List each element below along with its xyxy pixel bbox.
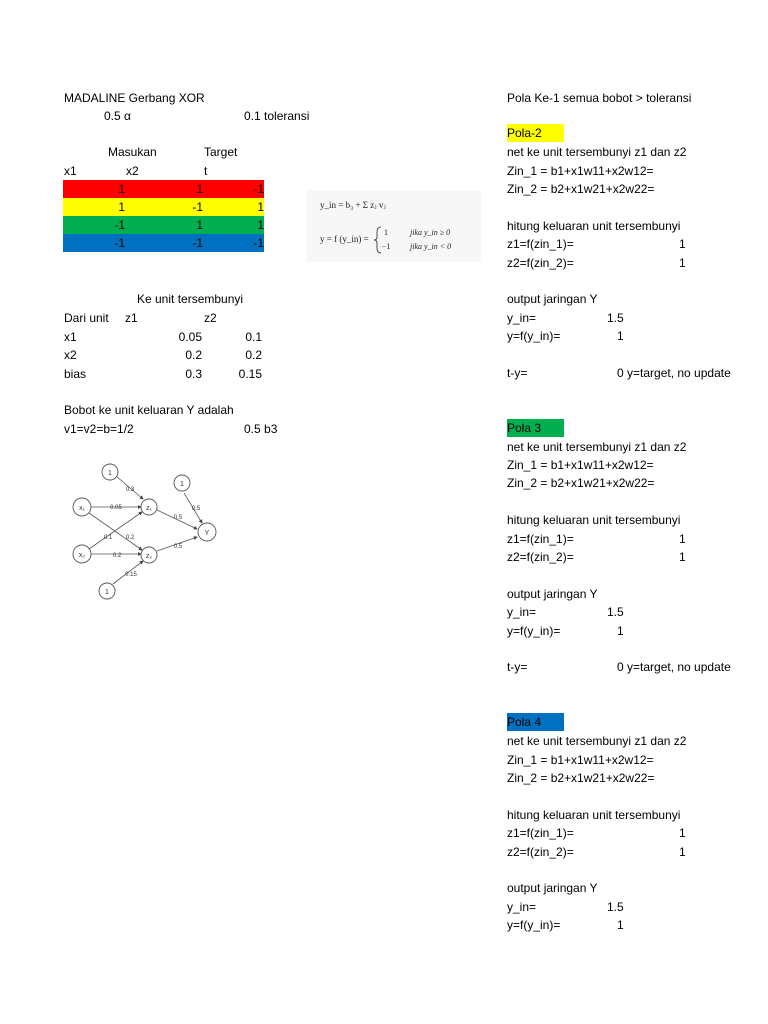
node-label: 1 bbox=[105, 589, 109, 596]
weight-row-name: x2 bbox=[64, 348, 77, 362]
edge-label: 0.2 bbox=[125, 535, 135, 541]
cell-x1: -1 bbox=[114, 236, 125, 250]
section-badge bbox=[507, 713, 564, 731]
edge-label: 0.5 bbox=[191, 506, 201, 512]
cell-t: 1 bbox=[257, 218, 264, 232]
edge-label: 0.5 bbox=[173, 544, 183, 550]
case2-val: −1 bbox=[382, 242, 391, 251]
weight-z2: 0.1 bbox=[245, 330, 262, 344]
weight-z1: 0.05 bbox=[178, 330, 202, 344]
hitung-line: hitung keluaran unit tersembunyi bbox=[507, 808, 681, 822]
z2f-value: 1 bbox=[679, 550, 686, 564]
node-label: z₂ bbox=[145, 553, 153, 560]
yf-line: y=f(y_in)= bbox=[507, 624, 561, 638]
weight-row-name: x1 bbox=[64, 330, 77, 344]
section-badge bbox=[507, 124, 564, 142]
right-column bbox=[507, 80, 731, 980]
formula-line1: y_in = b₃ + Σ zⱼ vⱼ bbox=[320, 200, 386, 210]
section-label: Pola-2 bbox=[507, 126, 542, 140]
cell-x2: -1 bbox=[192, 236, 203, 250]
output-line: output jaringan Y bbox=[507, 881, 598, 895]
dari-unit-label: Dari unit bbox=[64, 311, 109, 325]
cell-t: 1 bbox=[257, 200, 264, 214]
col-t: t bbox=[204, 164, 208, 178]
ty-value: 0 y=target, no update bbox=[617, 366, 731, 380]
edge-label: 0.05 bbox=[110, 505, 122, 511]
yin-value: 1.5 bbox=[607, 900, 624, 914]
z2-header: z2 bbox=[204, 311, 217, 325]
yin-line: y_in= bbox=[507, 605, 537, 619]
net-line: net ke unit tersembunyi z1 dan z2 bbox=[507, 145, 687, 159]
table-row bbox=[63, 234, 264, 252]
net-line: net ke unit tersembunyi z1 dan z2 bbox=[507, 734, 687, 748]
hitung-line: hitung keluaran unit tersembunyi bbox=[507, 219, 681, 233]
toleransi-value: 0.1 toleransi bbox=[244, 109, 310, 123]
zin1-line: Zin_1 = b1+x1w11+x2w12= bbox=[507, 458, 654, 472]
pola1-header: Pola Ke-1 semua bobot > toleransi bbox=[507, 91, 692, 105]
edge-label: 0.2 bbox=[112, 553, 122, 559]
z1f-value: 1 bbox=[679, 826, 686, 840]
node-label: Y bbox=[204, 530, 210, 537]
zin2-line: Zin_2 = b2+x1w21+x2w22= bbox=[507, 771, 655, 785]
yf-value: 1 bbox=[617, 624, 624, 638]
z2f-line: z2=f(zin_2)= bbox=[507, 550, 574, 564]
z1f-line: z1=f(zin_1)= bbox=[507, 237, 574, 251]
weight-z1: 0.3 bbox=[185, 367, 202, 381]
cell-x2: 1 bbox=[196, 182, 203, 196]
case1-cond: jika y_in ≥ 0 bbox=[410, 228, 451, 237]
case2-cond: jika y_in < 0 bbox=[410, 242, 452, 251]
yin-line: y_in= bbox=[507, 900, 537, 914]
z2f-value: 1 bbox=[679, 845, 686, 859]
ke-unit-header: Ke unit tersembunyi bbox=[137, 292, 244, 306]
formula-y-eq: y = f (y_in) = bbox=[320, 234, 369, 244]
net-line: net ke unit tersembunyi z1 dan z2 bbox=[507, 440, 687, 454]
z2f-line: z2=f(zin_2)= bbox=[507, 845, 574, 859]
node-label: x₁ bbox=[79, 505, 85, 512]
output-line: output jaringan Y bbox=[507, 292, 598, 306]
z1f-value: 1 bbox=[679, 532, 686, 546]
yin-line: y_in= bbox=[507, 311, 537, 325]
z1-header: z1 bbox=[125, 311, 138, 325]
ty-line: t-y= bbox=[507, 660, 528, 674]
edge-label: 0.15 bbox=[125, 572, 137, 578]
yin-value: 1.5 bbox=[607, 311, 624, 325]
z1f-value: 1 bbox=[679, 237, 686, 251]
output-line: output jaringan Y bbox=[507, 587, 598, 601]
hitung-line: hitung keluaran unit tersembunyi bbox=[507, 513, 681, 527]
network-diagram bbox=[60, 455, 230, 605]
cell-x2: -1 bbox=[192, 200, 203, 214]
weight-z2: 0.15 bbox=[238, 367, 262, 381]
weight-z1: 0.2 bbox=[185, 348, 202, 362]
node-label: z₁ bbox=[146, 505, 152, 512]
section-badge bbox=[507, 419, 564, 437]
yf-value: 1 bbox=[617, 918, 624, 932]
table-row bbox=[63, 198, 264, 216]
yin-value: 1.5 bbox=[607, 605, 624, 619]
ty-line: t-y= bbox=[507, 366, 528, 380]
edge-label: 0.1 bbox=[103, 535, 113, 541]
z2f-line: z2=f(zin_2)= bbox=[507, 256, 574, 270]
ty-value: 0 y=target, no update bbox=[617, 660, 731, 674]
yf-line: y=f(y_in)= bbox=[507, 918, 561, 932]
zin1-line: Zin_1 = b1+x1w11+x2w12= bbox=[507, 164, 654, 178]
edge-label: 0.3 bbox=[125, 487, 135, 493]
edge-label: 0.5 bbox=[173, 515, 183, 521]
v-equation: v1=v2=b=1/2 bbox=[64, 422, 134, 436]
cell-t: -1 bbox=[253, 236, 264, 250]
weight-z2: 0.2 bbox=[245, 348, 262, 362]
table-row bbox=[63, 216, 264, 234]
yf-value: 1 bbox=[617, 329, 624, 343]
activation-formula bbox=[306, 190, 481, 262]
alpha-value: 0.5 α bbox=[104, 109, 131, 123]
z2f-value: 1 bbox=[679, 256, 686, 270]
col-x1: x1 bbox=[64, 164, 77, 178]
page-title: MADALINE Gerbang XOR bbox=[64, 91, 205, 105]
target-header: Target bbox=[204, 145, 238, 159]
b3-value: 0.5 b3 bbox=[244, 422, 278, 436]
masukan-header: Masukan bbox=[108, 145, 157, 159]
brace-icon bbox=[374, 226, 382, 254]
cell-x1: 1 bbox=[118, 200, 125, 214]
cell-t: -1 bbox=[253, 182, 264, 196]
node-label: 1 bbox=[180, 481, 184, 488]
section-label: Pola 3 bbox=[507, 421, 542, 435]
zin2-line: Zin_2 = b2+x1w21+x2w22= bbox=[507, 182, 655, 196]
section-label: Pola 4 bbox=[507, 715, 542, 729]
table-row bbox=[63, 180, 264, 198]
cell-x1: 1 bbox=[118, 182, 125, 196]
node-label: x₂ bbox=[78, 552, 86, 559]
weight-row-name: bias bbox=[64, 367, 87, 381]
bobot-title: Bobot ke unit keluaran Y adalah bbox=[64, 403, 234, 417]
z1f-line: z1=f(zin_1)= bbox=[507, 826, 574, 840]
zin1-line: Zin_1 = b1+x1w11+x2w12= bbox=[507, 753, 654, 767]
yf-line: y=f(y_in)= bbox=[507, 329, 561, 343]
case1-val: 1 bbox=[384, 228, 388, 237]
cell-x1: -1 bbox=[114, 218, 125, 232]
cell-x2: 1 bbox=[196, 218, 203, 232]
zin2-line: Zin_2 = b2+x1w21+x2w22= bbox=[507, 476, 655, 490]
col-x2: x2 bbox=[126, 164, 139, 178]
z1f-line: z1=f(zin_1)= bbox=[507, 532, 574, 546]
node-label: 1 bbox=[108, 470, 112, 477]
